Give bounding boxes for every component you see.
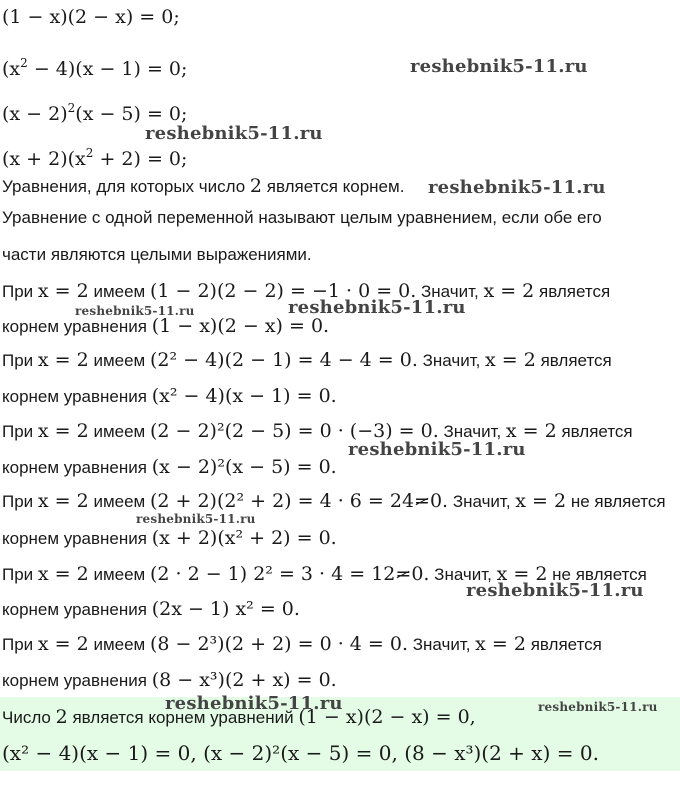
- answer-line-2: (x² − 4)(x − 1) = 0, (x − 2)²(x − 5) = 0, (8 − x³)(2 + x) = 0.: [2, 741, 599, 765]
- check-1-line-2: корнем уравнения (1 − x)(2 − x) = 0.: [2, 315, 330, 337]
- check-6-line-1: При x = 2 имеем (8 − 2³)(2 + 2) = 0 · 4 = 0. Значит, x = 2 является: [2, 633, 602, 655]
- not-equal-sign: =: [395, 563, 412, 585]
- check-1-line-1: При x = 2 имеем (1 − 2)(2 − 2) = −1 · 0 = 0. Значит, x = 2 является: [2, 280, 611, 302]
- check-3-line-2: корнем уравнения (x − 2)²(x − 5) = 0.: [2, 456, 337, 478]
- watermark: reshebnik5-11.ru: [75, 304, 195, 318]
- watermark: reshebnik5-11.ru: [348, 439, 526, 460]
- not-equal-sign: =: [414, 490, 430, 512]
- equation-2: $(x^2 - 4)(x - 1) = 0$;: [2, 56, 188, 80]
- check-5-line-2: корнем уравнения (2x − 1) x² = 0.: [2, 598, 300, 620]
- equation-1: (1 − x)(2 − x) = 0;: [2, 6, 180, 28]
- watermark: reshebnik5-11.ru: [288, 297, 466, 318]
- check-6-line-2: корнем уравнения (8 − x³)(2 + x) = 0.: [2, 669, 337, 691]
- watermark: reshebnik5-11.ru: [466, 580, 644, 601]
- check-3-line-1: При x = 2 имеем (2 − 2)²(2 − 5) = 0 · (−3) = 0. Значит, x = 2 является: [2, 420, 633, 442]
- watermark: reshebnik5-11.ru: [538, 700, 658, 714]
- check-2-line-2: корнем уравнения (x² − 4)(x − 1) = 0.: [2, 385, 337, 407]
- watermark: reshebnik5-11.ru: [410, 56, 588, 77]
- roots-question: Уравнения, для которых число 2 является корнем.: [2, 175, 405, 197]
- check-5-line-1: При x = 2 имеем (2 · 2 − 1) 2² = 3 · 4 = 12=0. Значит, x = 2 не является: [2, 563, 647, 585]
- watermark: reshebnik5-11.ru: [145, 123, 323, 144]
- answer-line-1: Число 2 является корнем уравнений (1 − x)(2 − x) = 0,: [2, 706, 476, 728]
- watermark: reshebnik5-11.ru: [428, 177, 606, 198]
- watermark: reshebnik5-11.ru: [136, 512, 256, 526]
- check-4-line-1: При x = 2 имеем (2 + 2)(2² + 2) = 4 · 6 = 24=0. Значит, x = 2 не является: [2, 490, 666, 512]
- equation-3: $(x - 2)^2(x - 5) = 0$;: [2, 101, 188, 125]
- check-2-line-1: При x = 2 имеем (2² − 4)(2 − 1) = 4 − 4 = 0. Значит, x = 2 является: [2, 349, 612, 371]
- watermark: reshebnik5-11.ru: [165, 693, 343, 714]
- equation-4: $(x + 2)(x^2 + 2) = 0$;: [2, 146, 188, 170]
- definition-line-1: Уравнение с одной переменной называют целым уравнением, если обе его: [2, 208, 602, 227]
- definition-line-2: части являются целыми выражениями.: [2, 245, 312, 264]
- check-4-line-2: корнем уравнения (x + 2)(x² + 2) = 0.: [2, 527, 337, 549]
